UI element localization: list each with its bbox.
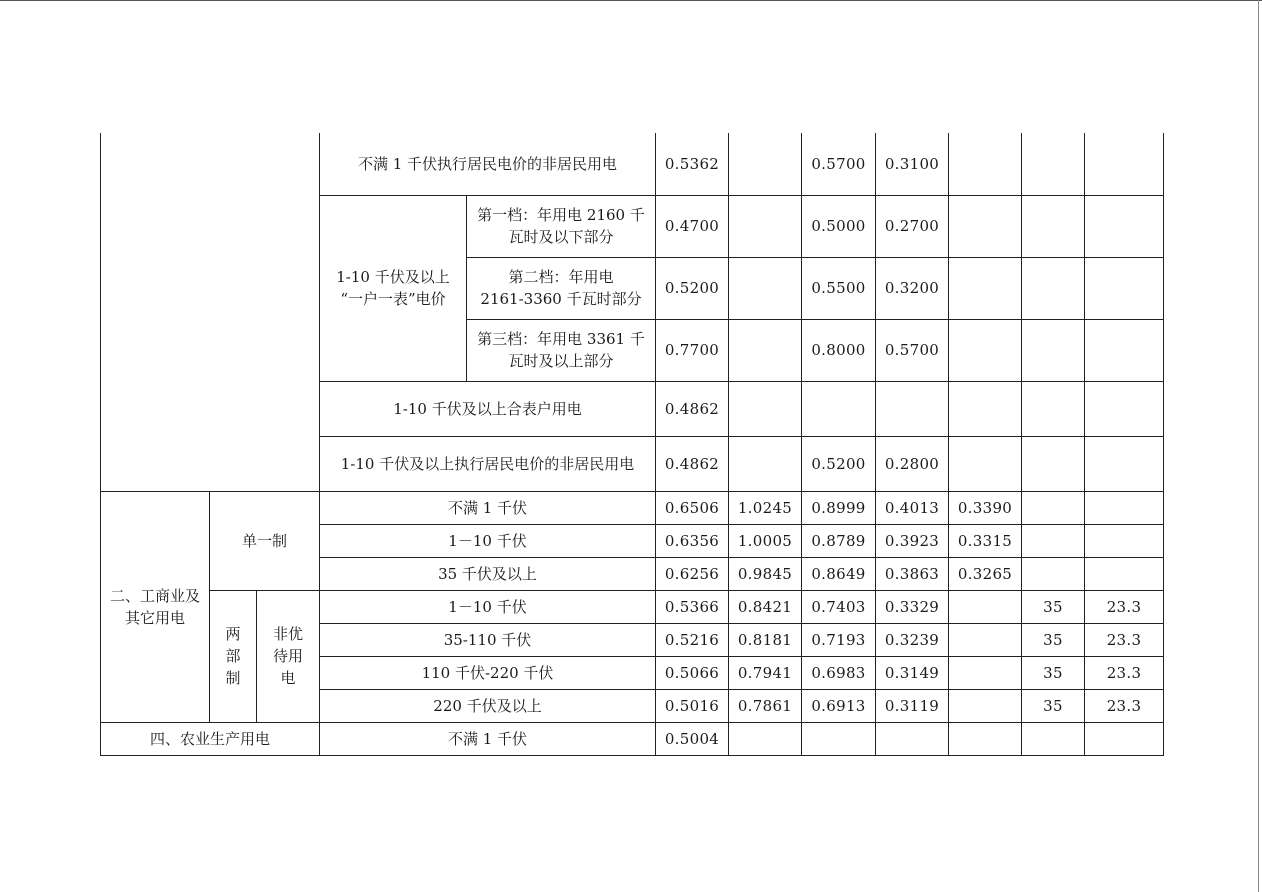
value-cell xyxy=(876,381,949,436)
value-cell xyxy=(1085,524,1164,557)
value-cell xyxy=(1022,195,1085,257)
value-cell xyxy=(949,195,1022,257)
value-cell: 0.5500 xyxy=(802,257,876,319)
value-cell xyxy=(1085,133,1164,195)
value-cell: 0.5200 xyxy=(656,257,729,319)
value-cell xyxy=(949,133,1022,195)
value-cell xyxy=(949,689,1022,722)
value-cell: 0.7861 xyxy=(729,689,802,722)
value-cell: 0.4862 xyxy=(656,436,729,491)
group-label-line: 1-10 千伏及以上 xyxy=(336,268,450,286)
tier-label xyxy=(467,319,656,381)
value-cell xyxy=(802,381,876,436)
value-cell xyxy=(949,436,1022,491)
value-cell: 0.8999 xyxy=(802,491,876,524)
value-cell: 0.6983 xyxy=(802,656,876,689)
value-cell: 0.3239 xyxy=(876,623,949,656)
value-cell xyxy=(1022,722,1085,755)
value-cell xyxy=(949,381,1022,436)
value-cell: 35 xyxy=(1022,590,1085,623)
value-cell xyxy=(949,257,1022,319)
tier-label-line: 第一档：年用电 2160 千 xyxy=(477,206,645,224)
value-cell: 0.3390 xyxy=(949,491,1022,524)
voltage-label: 1－10 千伏 xyxy=(320,590,656,623)
value-cell: 0.8789 xyxy=(802,524,876,557)
value-cell: 0.5200 xyxy=(802,436,876,491)
value-cell xyxy=(729,319,802,381)
non-pref-line: 待用 xyxy=(272,647,303,665)
value-cell: 23.3 xyxy=(1085,656,1164,689)
value-cell xyxy=(1085,491,1164,524)
value-cell xyxy=(1085,436,1164,491)
voltage-label: 35-110 千伏 xyxy=(320,623,656,656)
value-cell xyxy=(949,590,1022,623)
single-system-label: 单一制 xyxy=(210,491,320,590)
category-label-agriculture: 四、农业生产用电 xyxy=(101,722,320,755)
value-cell: 0.7403 xyxy=(802,590,876,623)
tier-label-line: 第二档：年用电 xyxy=(508,268,614,286)
value-cell: 0.3329 xyxy=(876,590,949,623)
row-label: 1-10 千伏及以上执行居民电价的非居民用电 xyxy=(320,436,656,491)
tier-label-line: 瓦时及以上部分 xyxy=(508,352,614,370)
value-cell: 0.6256 xyxy=(656,557,729,590)
value-cell: 1.0005 xyxy=(729,524,802,557)
value-cell xyxy=(729,381,802,436)
voltage-label: 1－10 千伏 xyxy=(320,524,656,557)
value-cell: 0.3200 xyxy=(876,257,949,319)
value-cell: 0.6356 xyxy=(656,524,729,557)
tier-label-line: 第三档：年用电 3361 千 xyxy=(477,330,645,348)
category-label-line: 二、工商业及 xyxy=(109,586,200,605)
tier-label-line: 2161-3360 千瓦时部分 xyxy=(480,290,642,308)
two-part-char: 部 xyxy=(225,647,241,665)
value-cell: 0.7700 xyxy=(656,319,729,381)
value-cell: 0.8649 xyxy=(802,557,876,590)
value-cell: 0.5016 xyxy=(656,689,729,722)
category-label-line: 其它用电 xyxy=(124,608,185,627)
value-cell xyxy=(1085,557,1164,590)
value-cell: 0.3265 xyxy=(949,557,1022,590)
value-cell xyxy=(1022,436,1085,491)
two-part-char: 制 xyxy=(225,669,241,687)
value-cell: 0.3863 xyxy=(876,557,949,590)
value-cell: 0.7941 xyxy=(729,656,802,689)
value-cell xyxy=(949,319,1022,381)
value-cell: 1.0245 xyxy=(729,491,802,524)
group-label-one-meter xyxy=(320,195,467,381)
value-cell: 0.3149 xyxy=(876,656,949,689)
value-cell: 35 xyxy=(1022,689,1085,722)
value-cell: 0.5366 xyxy=(656,590,729,623)
value-cell xyxy=(1085,381,1164,436)
row-label: 1-10 千伏及以上合表户用电 xyxy=(320,381,656,436)
value-cell: 0.8421 xyxy=(729,590,802,623)
value-cell: 0.9845 xyxy=(729,557,802,590)
page-top-edge xyxy=(0,0,1262,1)
value-cell xyxy=(1022,381,1085,436)
value-cell: 0.3100 xyxy=(876,133,949,195)
electricity-tariff-table xyxy=(100,133,1164,756)
value-cell: 0.3315 xyxy=(949,524,1022,557)
value-cell: 35 xyxy=(1022,623,1085,656)
value-cell: 0.3119 xyxy=(876,689,949,722)
value-cell: 0.6913 xyxy=(802,689,876,722)
tier-label xyxy=(467,257,656,319)
value-cell xyxy=(729,436,802,491)
value-cell xyxy=(802,722,876,755)
tier-label-line: 瓦时及以下部分 xyxy=(508,228,614,246)
value-cell: 0.3923 xyxy=(876,524,949,557)
value-cell: 0.2700 xyxy=(876,195,949,257)
value-cell: 0.5000 xyxy=(802,195,876,257)
value-cell: 0.4013 xyxy=(876,491,949,524)
value-cell: 0.5004 xyxy=(656,722,729,755)
value-cell xyxy=(1022,557,1085,590)
value-cell: 0.8181 xyxy=(729,623,802,656)
value-cell: 23.3 xyxy=(1085,590,1164,623)
value-cell xyxy=(949,722,1022,755)
voltage-label: 不满 1 千伏 xyxy=(320,722,656,755)
value-cell: 35 xyxy=(1022,656,1085,689)
value-cell: 0.7193 xyxy=(802,623,876,656)
group-label-line: “一户一表”电价 xyxy=(340,290,446,308)
voltage-label: 110 千伏-220 千伏 xyxy=(320,656,656,689)
non-pref-line: 非优 xyxy=(272,625,303,643)
voltage-label: 220 千伏及以上 xyxy=(320,689,656,722)
voltage-label: 35 千伏及以上 xyxy=(320,557,656,590)
two-part-system-label xyxy=(210,590,257,722)
two-part-char: 两 xyxy=(225,625,241,643)
value-cell xyxy=(1085,722,1164,755)
value-cell: 0.5066 xyxy=(656,656,729,689)
value-cell: 0.5216 xyxy=(656,623,729,656)
value-cell xyxy=(876,722,949,755)
voltage-label: 不满 1 千伏 xyxy=(320,491,656,524)
value-cell xyxy=(729,257,802,319)
value-cell: 0.8000 xyxy=(802,319,876,381)
table-row xyxy=(101,590,1164,623)
value-cell xyxy=(1085,319,1164,381)
table-row xyxy=(101,133,1164,195)
tier-label xyxy=(467,195,656,257)
value-cell: 0.5700 xyxy=(876,319,949,381)
non-preferential-label xyxy=(257,590,320,722)
value-cell: 0.4862 xyxy=(656,381,729,436)
value-cell xyxy=(1085,195,1164,257)
value-cell xyxy=(1085,257,1164,319)
value-cell xyxy=(729,133,802,195)
value-cell xyxy=(729,722,802,755)
value-cell: 0.5700 xyxy=(802,133,876,195)
value-cell xyxy=(1022,133,1085,195)
blank-category-cell xyxy=(101,133,320,491)
value-cell xyxy=(1022,524,1085,557)
value-cell xyxy=(1022,491,1085,524)
table-row xyxy=(101,491,1164,524)
value-cell: 0.5362 xyxy=(656,133,729,195)
page-right-edge xyxy=(1258,0,1259,892)
value-cell xyxy=(949,623,1022,656)
value-cell xyxy=(729,195,802,257)
value-cell xyxy=(1022,319,1085,381)
row-label: 不满 1 千伏执行居民电价的非居民用电 xyxy=(320,133,656,195)
value-cell xyxy=(1022,257,1085,319)
non-pref-line: 电 xyxy=(280,669,296,687)
table-row xyxy=(101,722,1164,755)
category-label-industry xyxy=(101,491,210,722)
value-cell: 23.3 xyxy=(1085,623,1164,656)
value-cell: 23.3 xyxy=(1085,689,1164,722)
value-cell: 0.4700 xyxy=(656,195,729,257)
value-cell xyxy=(949,656,1022,689)
value-cell: 0.2800 xyxy=(876,436,949,491)
value-cell: 0.6506 xyxy=(656,491,729,524)
